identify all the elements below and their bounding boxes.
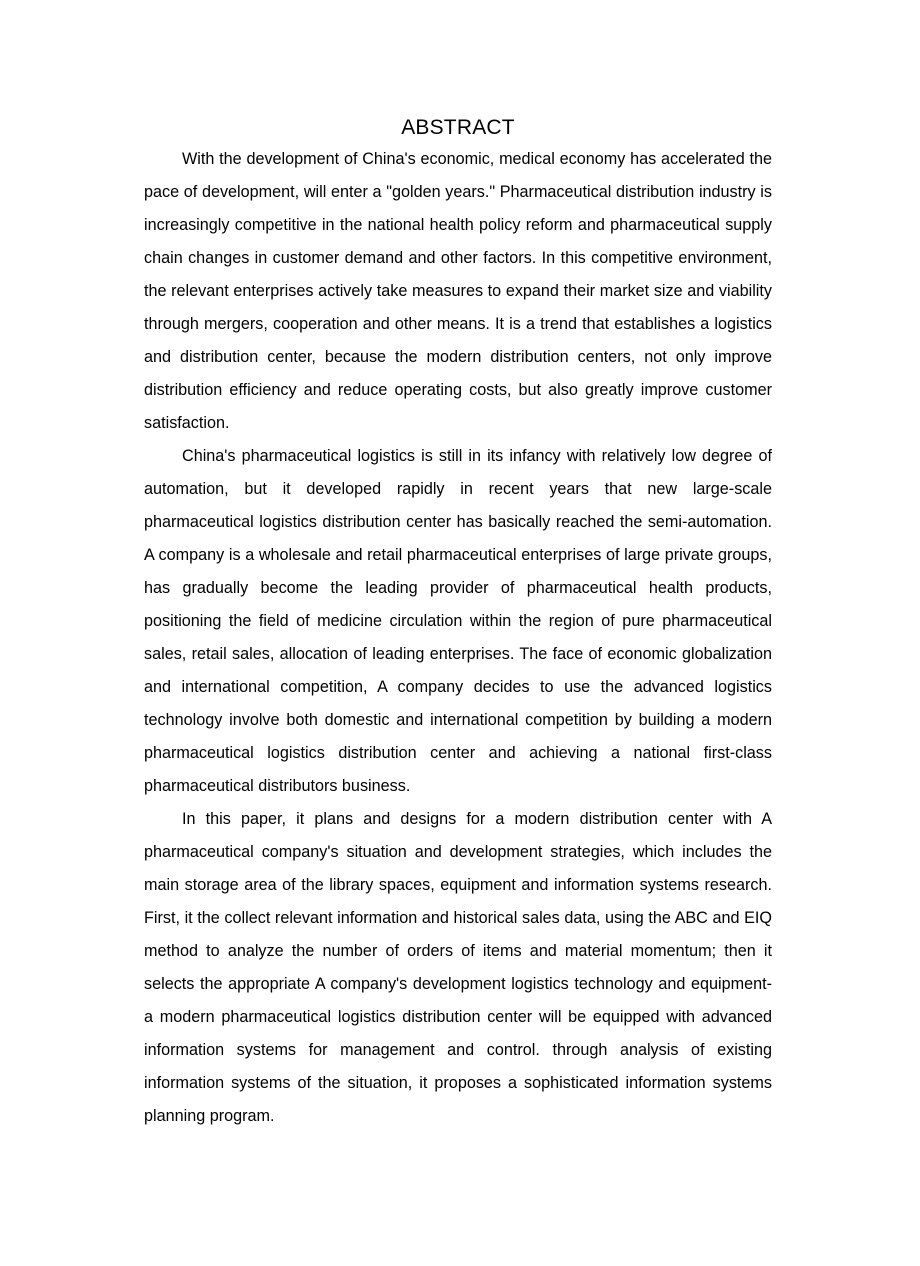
abstract-paragraph-2: China's pharmaceutical logistics is still in its infancy with relatively low degree of automation, but it developed rapidly in recent years that new large-scale pharmaceutical logistics distribution center has basically reached the semi-automation. A company is a wholesale and retail pharmaceutical enterprises of large private groups, has gradually become the leading provider of pharmaceutical health products, positioning the field of medicine circulation within the region of pure pharmaceutical sales, retail sales, allocation of leading enterprises. The face of economic globalization and international competition, A company decides to use the advanced logistics technology involve both domestic and international competition by building a modern pharmaceutical logistics distribution center and achieving a national first-class pharmaceutical distributors business. <box>144 447 772 795</box>
abstract-title: ABSTRACT <box>401 116 515 139</box>
abstract-paragraph-1: With the development of China's economic, medical economy has accelerated the pace of development, will enter a "golden years." Pharmaceutical distribution industry is increasingly competitive in the national health policy reform and pharmaceutical supply chain changes in customer demand and other factors. In this competitive environment, the relevant enterprises actively take measures to expand their market size and viability through mergers, cooperation and other means. It is a trend that establishes a logistics and distribution center, because the modern distribution centers, not only improve distribution efficiency and reduce operating costs, but also greatly improve customer satisfaction. <box>144 150 772 432</box>
abstract-paragraph-3: In this paper, it plans and designs for a modern distribution center with A pharmaceutical company's situation and development strategies, which includes the main storage area of the library spaces, equipment and information systems research. First, it the collect relevant information and historical sales data, using the ABC and EIQ method to analyze the number of orders of items and material momentum; then it selects the appropriate A company's development logistics technology and equipment- a modern pharmaceutical logistics distribution center will be equipped with advanced information systems for management and control. through analysis of existing information systems of the situation, it proposes a sophisticated information systems planning program. <box>144 810 772 1125</box>
document-page <box>144 114 772 1133</box>
